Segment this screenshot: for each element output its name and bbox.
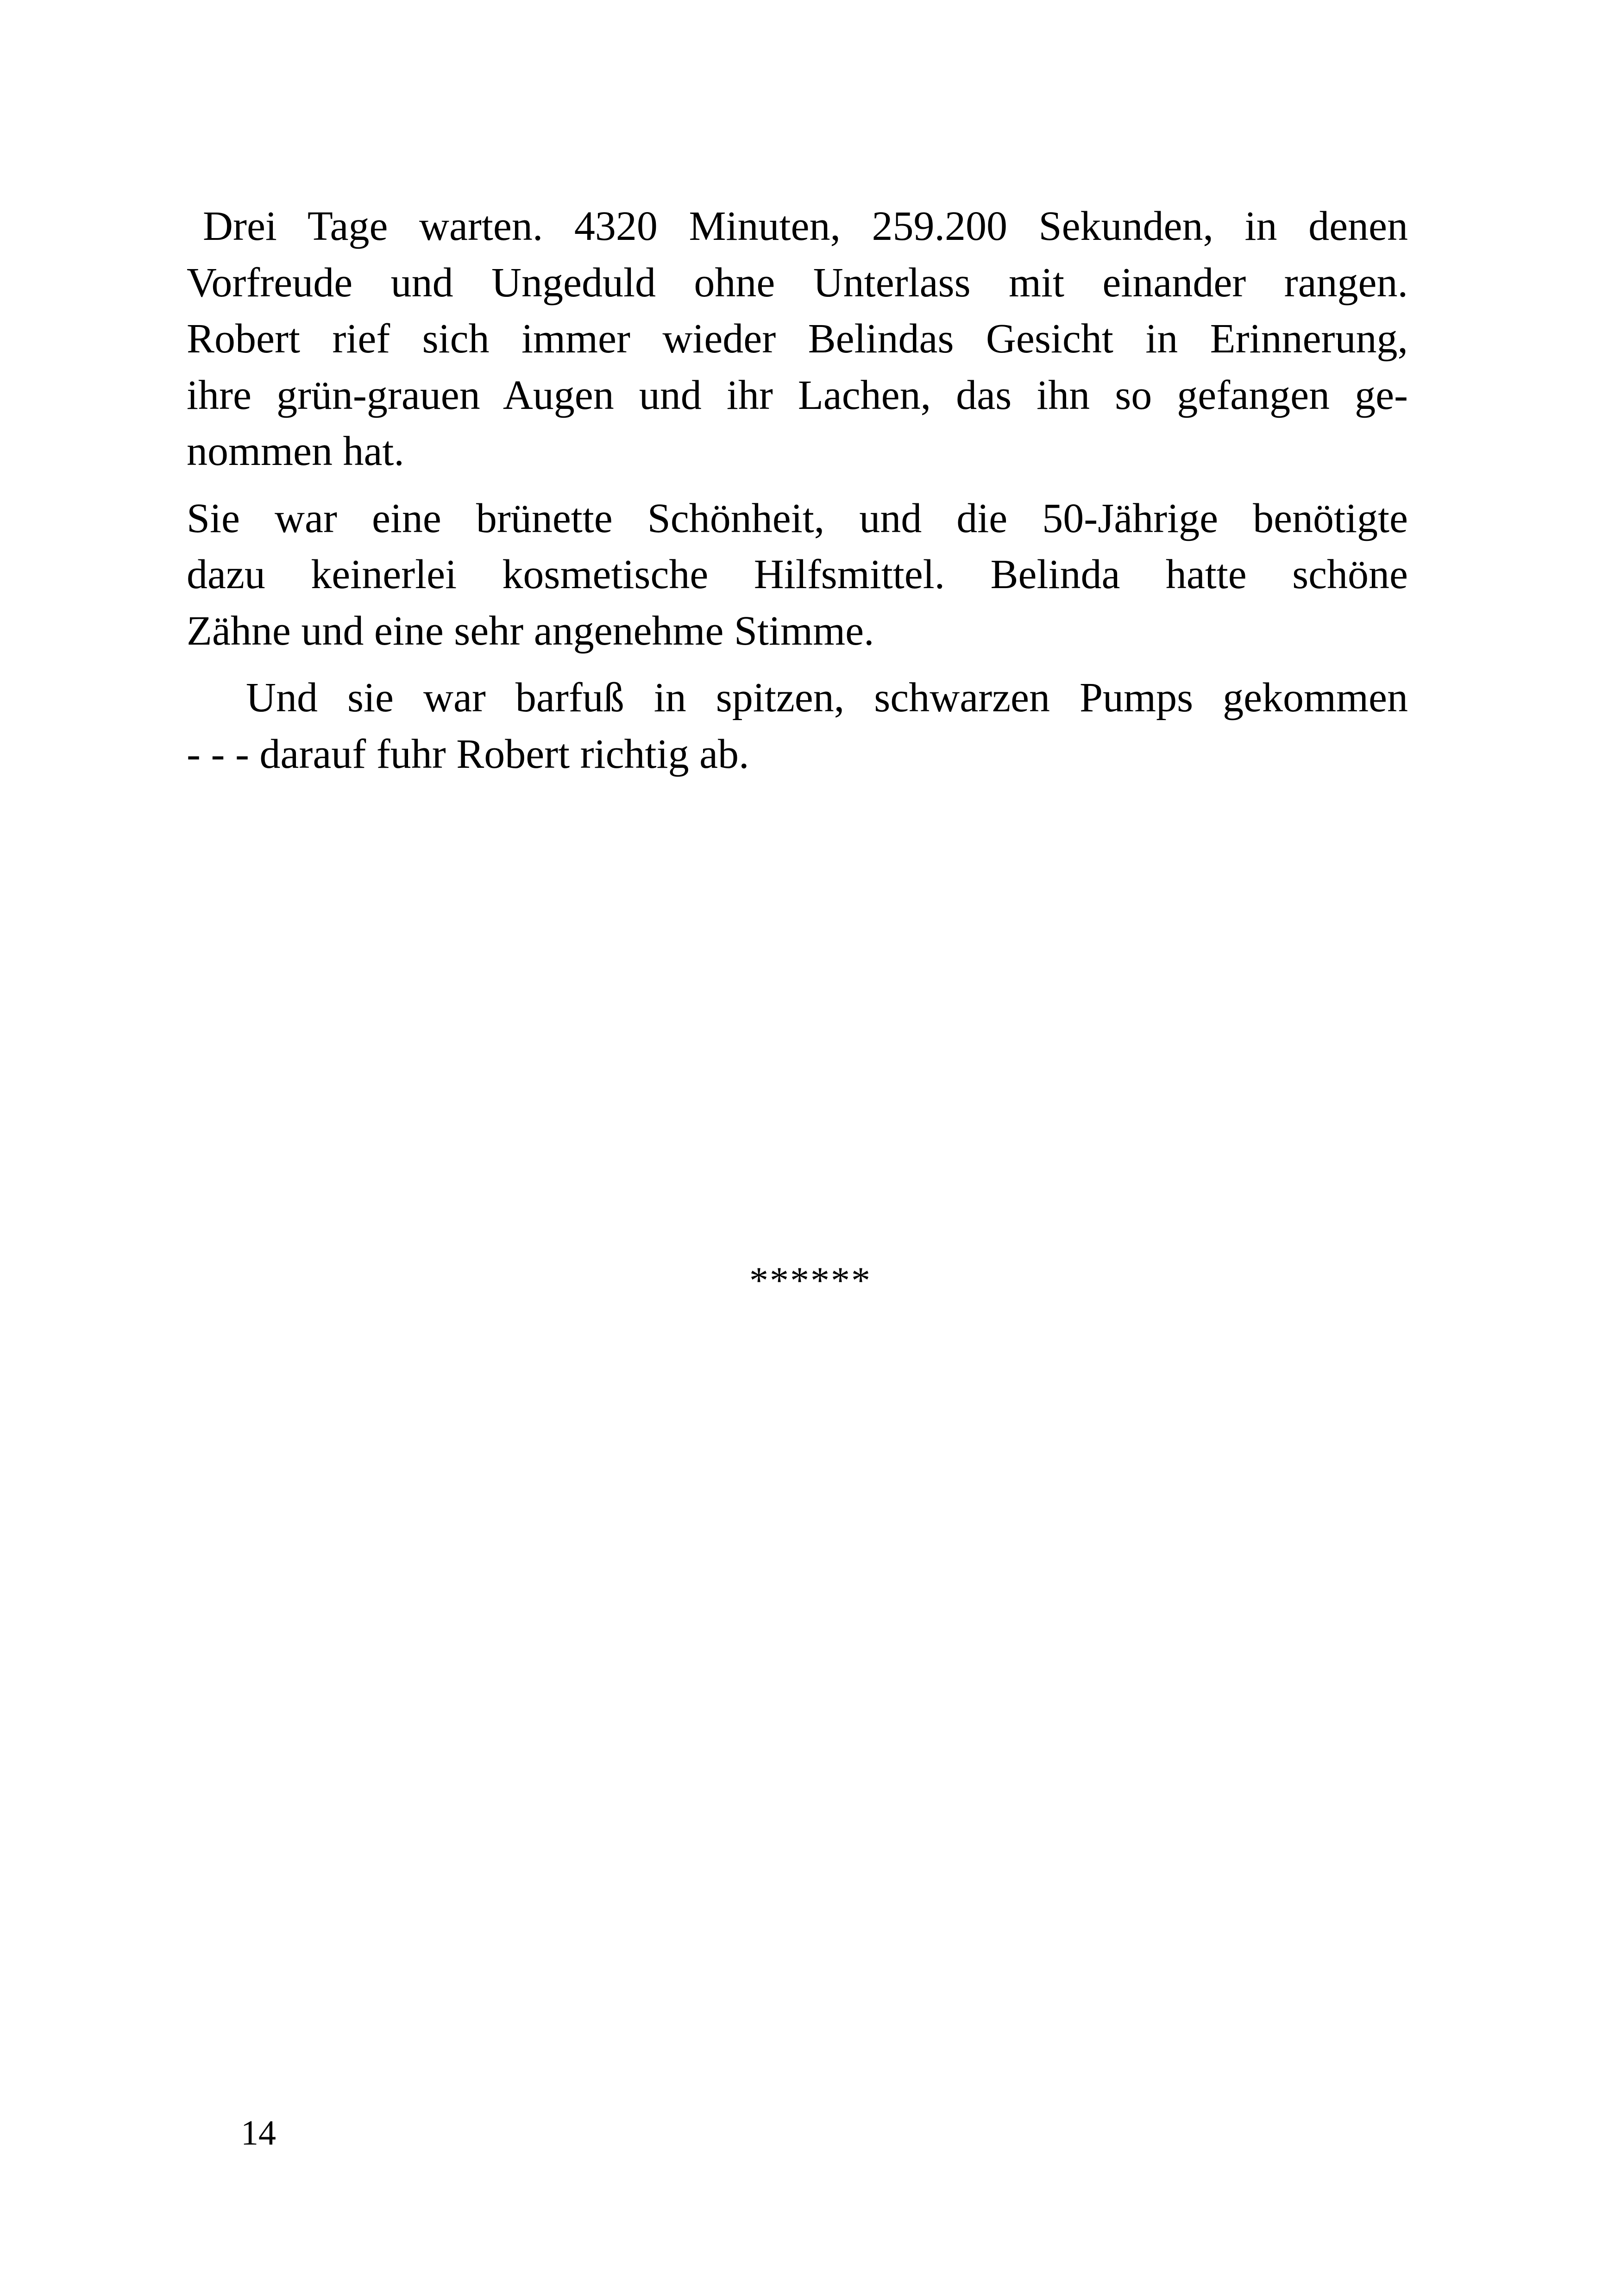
body-text	[187, 198, 1408, 782]
text-line: nommen hat.	[187, 428, 404, 474]
text-line: - - - darauf fuhr Robert richtig ab.	[187, 731, 749, 777]
text-line: Zähne und eine sehr angenehme Stimme.	[187, 608, 874, 654]
paragraph-3	[187, 670, 1408, 782]
text-line: Drei Tage warten. 4320 Minuten, 259.200 Sekunden, in denen	[203, 203, 1408, 249]
paragraph-1	[187, 198, 1408, 480]
page-number: 14	[241, 2114, 276, 2152]
text-line: Sie war eine brünette Schönheit, und die 50-Jährige benötigte	[187, 495, 1408, 541]
paragraph-2	[187, 490, 1408, 659]
text-line: ihre grün-grauen Augen und ihr Lachen, das ihn so gefangen ge-	[187, 372, 1408, 418]
section-separator: ******	[749, 1259, 872, 1301]
text-line: Vorfreude und Ungeduld ohne Unterlass mit einander rangen.	[187, 259, 1408, 306]
text-line: Robert rief sich immer wieder Belindas Gesicht in Erinnerung,	[187, 316, 1408, 362]
text-line: Und sie war barfuß in spitzen, schwarzen Pumps gekommen	[246, 675, 1408, 721]
text-line: dazu keinerlei kosmetische Hilfsmittel. Belinda hatte schöne	[187, 552, 1408, 597]
